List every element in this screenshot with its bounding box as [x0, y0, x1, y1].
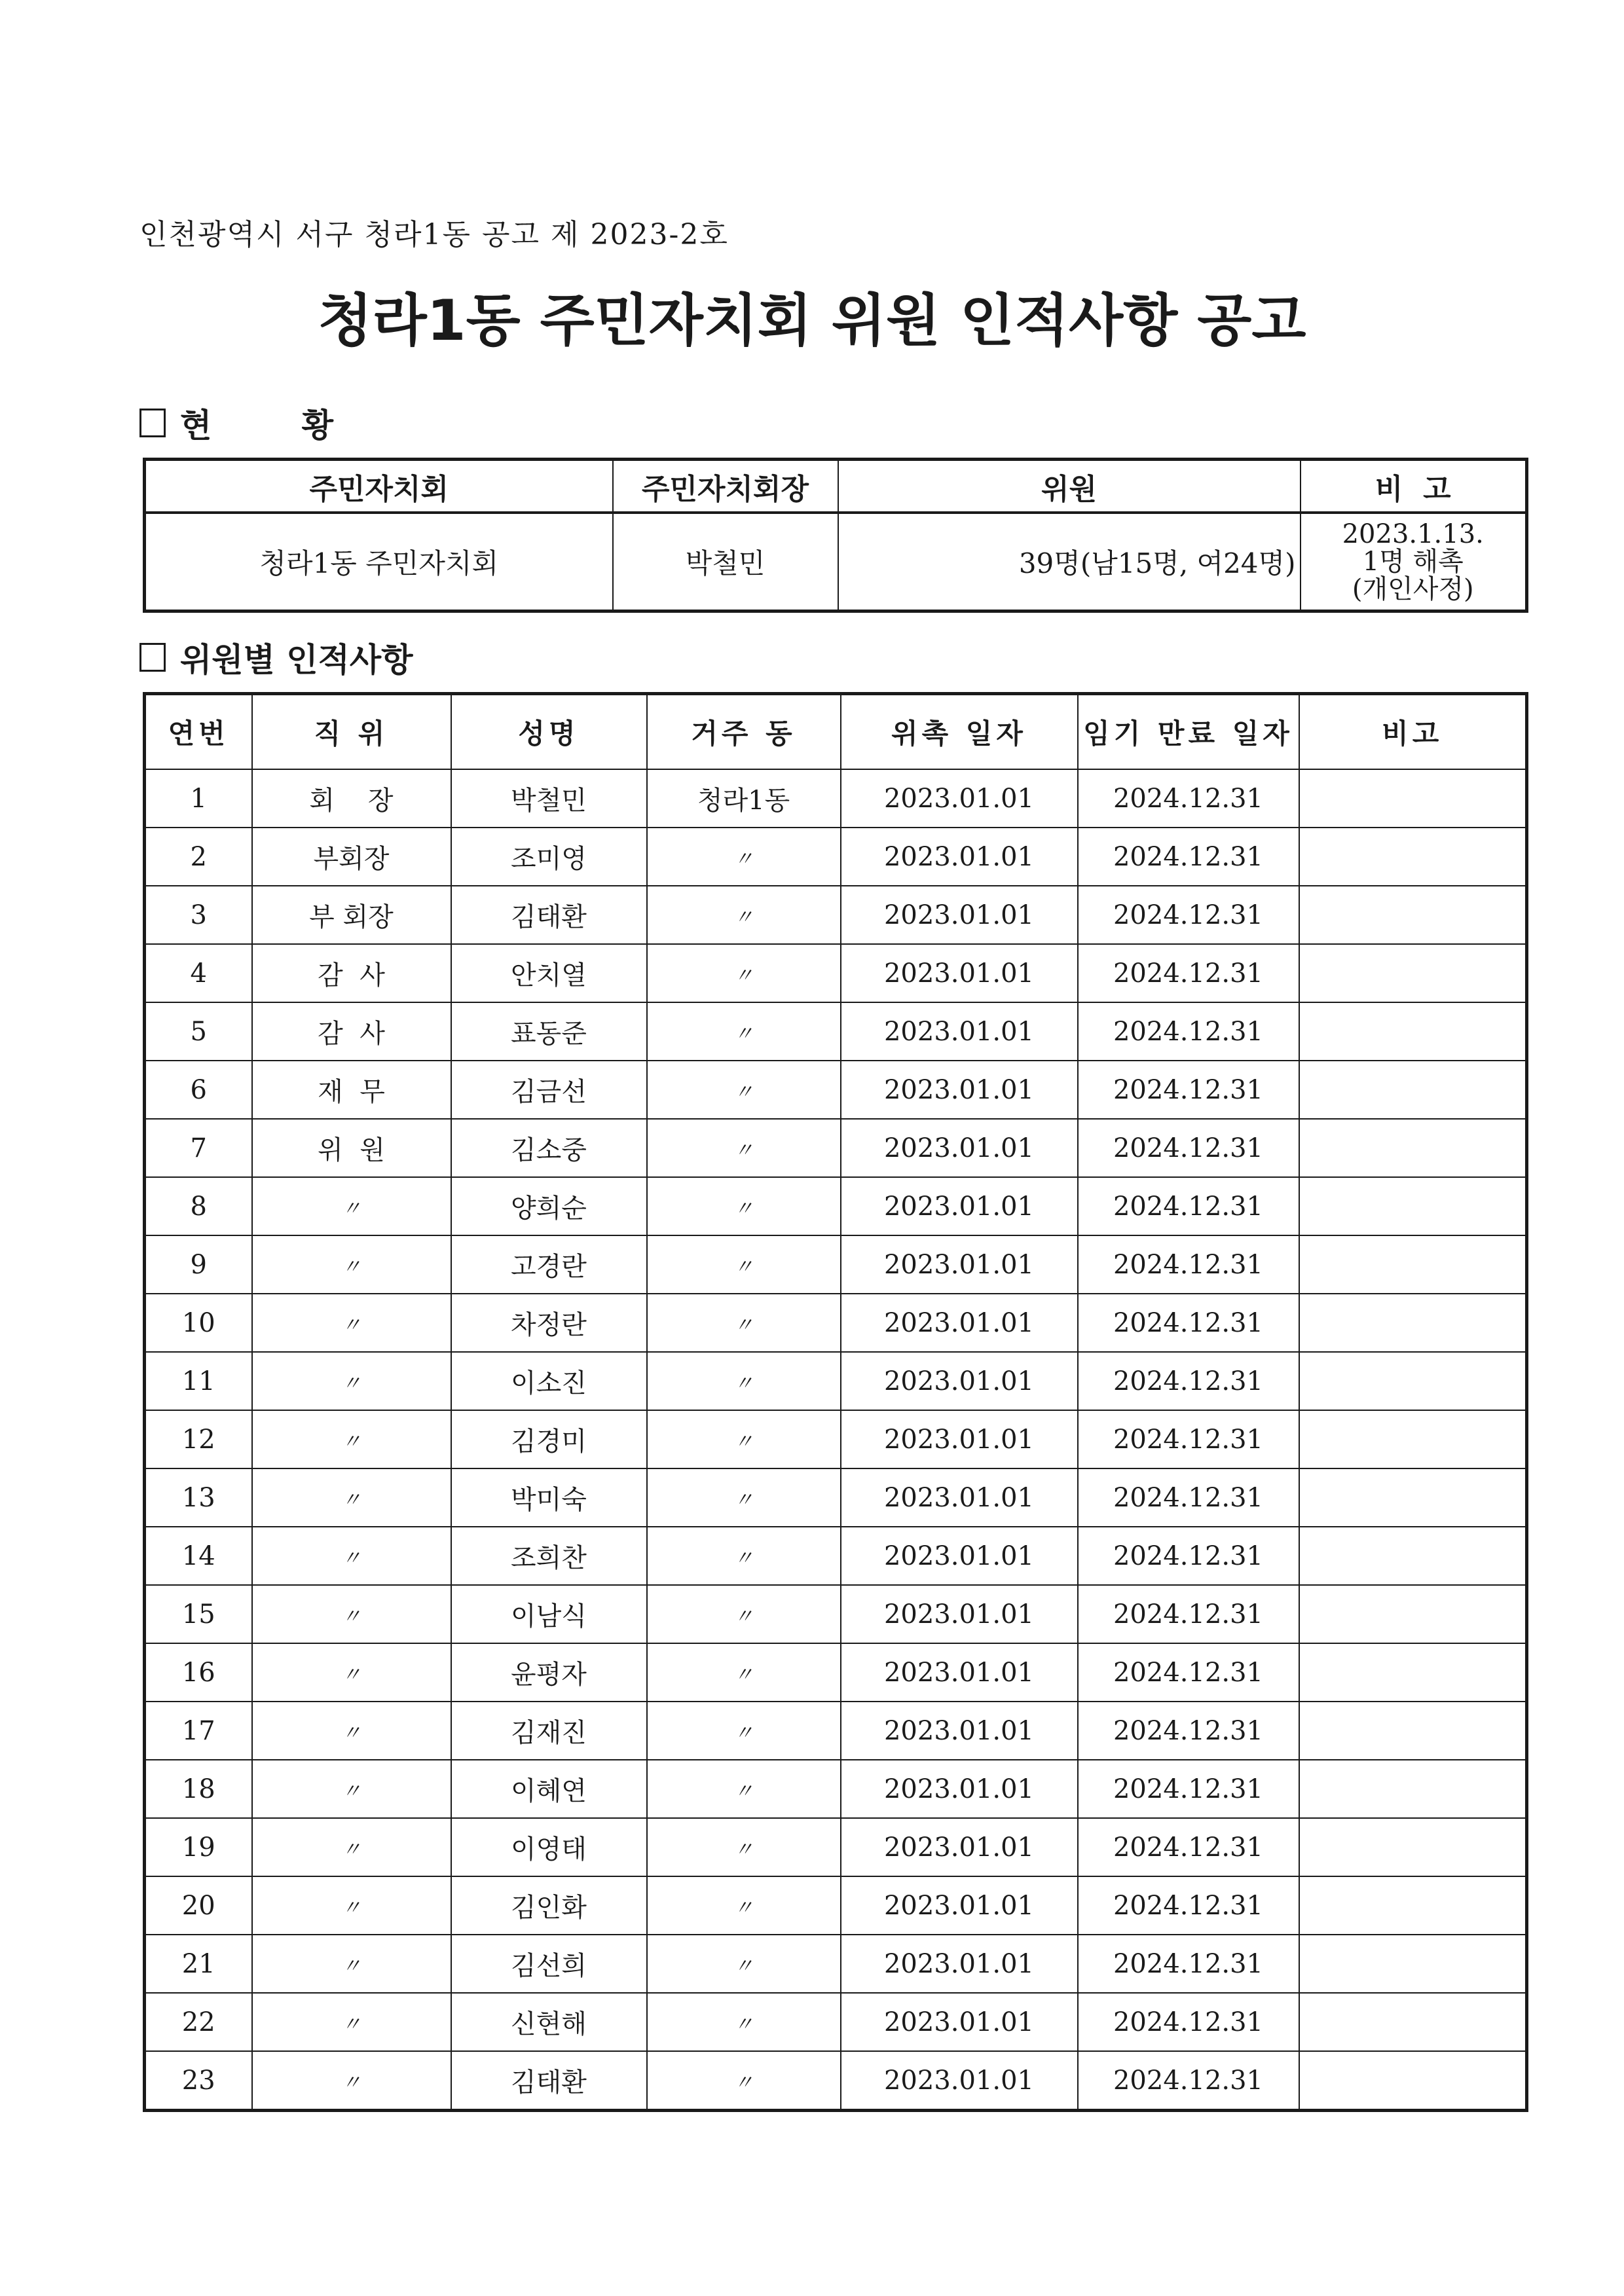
- cell-remarks: [1299, 1294, 1527, 1352]
- cell-remarks: [1299, 1702, 1527, 1760]
- table-row: [145, 1002, 1527, 1061]
- cell-name: 김태환: [451, 2051, 647, 2111]
- table-row: [145, 886, 1527, 944]
- cell-name: 김재진: [451, 1702, 647, 1760]
- header-note: 비 고: [1301, 460, 1527, 513]
- cell-term-end-date: 2024.12.31: [1078, 1468, 1299, 1527]
- members-table: [143, 692, 1528, 2112]
- cell-term-end-date: 2024.12.31: [1078, 1294, 1299, 1352]
- cell-district: 〃: [647, 1235, 841, 1294]
- cell-seq: 5: [145, 1002, 252, 1061]
- cell-seq: 15: [145, 1585, 252, 1643]
- cell-appointed-date: 2023.01.01: [841, 1119, 1078, 1177]
- section-status-heading: [139, 399, 373, 446]
- cell-appointed-date: 2023.01.01: [841, 1002, 1078, 1061]
- cell-term-end-date: 2024.12.31: [1078, 1061, 1299, 1119]
- cell-term-end-date: 2024.12.31: [1078, 1527, 1299, 1585]
- cell-name: 박철민: [451, 769, 647, 828]
- cell-seq: 21: [145, 1935, 252, 1993]
- cell-remarks: [1299, 944, 1527, 1002]
- cell-appointed-date: 2023.01.01: [841, 1468, 1078, 1527]
- cell-position: 〃: [252, 1818, 451, 1876]
- cell-name: 표동준: [451, 1002, 647, 1061]
- cell-name: 김태환: [451, 886, 647, 944]
- cell-term-end-date: 2024.12.31: [1078, 828, 1299, 886]
- cell-remarks: [1299, 1061, 1527, 1119]
- members-header-row: [145, 694, 1527, 770]
- cell-remarks: [1299, 1876, 1527, 1935]
- header-members: 위원: [838, 460, 1301, 513]
- council-name: 청라1동 주민자치회: [145, 513, 613, 611]
- cell-appointed-date: 2023.01.01: [841, 1352, 1078, 1410]
- cell-remarks: [1299, 769, 1527, 828]
- cell-appointed-date: 2023.01.01: [841, 1527, 1078, 1585]
- table-row: [145, 1876, 1527, 1935]
- cell-district: 〃: [647, 1002, 841, 1061]
- cell-remarks: [1299, 2051, 1527, 2111]
- cell-district: 〃: [647, 1352, 841, 1410]
- table-row: [145, 1935, 1527, 1993]
- cell-name: 김인화: [451, 1876, 647, 1935]
- cell-remarks: [1299, 1002, 1527, 1061]
- cell-district: 〃: [647, 1061, 841, 1119]
- cell-name: 이영태: [451, 1818, 647, 1876]
- table-row: [145, 1410, 1527, 1468]
- cell-term-end-date: 2024.12.31: [1078, 1760, 1299, 1818]
- cell-remarks: [1299, 1235, 1527, 1294]
- notice-number: 인천광역시 서구 청라1동 공고 제 2023-2호: [139, 218, 729, 251]
- table-row: [145, 1643, 1527, 1702]
- note-line: 2023.1.13.: [1342, 519, 1484, 549]
- table-row: [145, 1468, 1527, 1527]
- table-row: [145, 1294, 1527, 1352]
- cell-seq: 4: [145, 944, 252, 1002]
- cell-name: 신현해: [451, 1993, 647, 2051]
- cell-seq: 16: [145, 1643, 252, 1702]
- cell-district: 〃: [647, 1818, 841, 1876]
- cell-seq: 23: [145, 2051, 252, 2111]
- cell-term-end-date: 2024.12.31: [1078, 1235, 1299, 1294]
- cell-district: 〃: [647, 1585, 841, 1643]
- cell-name: 박미숙: [451, 1468, 647, 1527]
- cell-district: 〃: [647, 828, 841, 886]
- cell-term-end-date: 2024.12.31: [1078, 1177, 1299, 1235]
- cell-position: 감 사: [252, 1002, 451, 1061]
- header-term-end-date: 임기 만료 일자: [1078, 694, 1299, 770]
- cell-seq: 14: [145, 1527, 252, 1585]
- cell-position: 〃: [252, 1294, 451, 1352]
- cell-position: 위 원: [252, 1119, 451, 1177]
- cell-district: 〃: [647, 1993, 841, 2051]
- cell-name: 김금선: [451, 1061, 647, 1119]
- summary-row: [145, 513, 1527, 611]
- header-remarks: 비고: [1299, 694, 1527, 770]
- cell-position: 〃: [252, 1993, 451, 2051]
- cell-position: 〃: [252, 1876, 451, 1935]
- cell-name: 안치열: [451, 944, 647, 1002]
- cell-appointed-date: 2023.01.01: [841, 1643, 1078, 1702]
- cell-seq: 7: [145, 1119, 252, 1177]
- table-row: [145, 828, 1527, 886]
- cell-seq: 8: [145, 1177, 252, 1235]
- cell-remarks: [1299, 1177, 1527, 1235]
- cell-term-end-date: 2024.12.31: [1078, 769, 1299, 828]
- cell-district: 〃: [647, 2051, 841, 2111]
- cell-term-end-date: 2024.12.31: [1078, 1410, 1299, 1468]
- cell-remarks: [1299, 1993, 1527, 2051]
- table-row: [145, 2051, 1527, 2111]
- cell-district: 〃: [647, 1468, 841, 1527]
- cell-appointed-date: 2023.01.01: [841, 1410, 1078, 1468]
- chair-name: 박철민: [613, 513, 838, 611]
- cell-appointed-date: 2023.01.01: [841, 1177, 1078, 1235]
- cell-district: 〃: [647, 1177, 841, 1235]
- cell-position: 〃: [252, 1585, 451, 1643]
- cell-appointed-date: 2023.01.01: [841, 886, 1078, 944]
- cell-seq: 12: [145, 1410, 252, 1468]
- summary-note: [1301, 513, 1527, 611]
- cell-appointed-date: 2023.01.01: [841, 1235, 1078, 1294]
- header-appointed-date: 위촉 일자: [841, 694, 1078, 770]
- cell-appointed-date: 2023.01.01: [841, 1876, 1078, 1935]
- cell-position: 〃: [252, 1643, 451, 1702]
- cell-district: 〃: [647, 944, 841, 1002]
- cell-name: 차정란: [451, 1294, 647, 1352]
- cell-term-end-date: 2024.12.31: [1078, 1876, 1299, 1935]
- cell-position: 〃: [252, 1177, 451, 1235]
- header-name: 성명: [451, 694, 647, 770]
- cell-district: 〃: [647, 1643, 841, 1702]
- cell-remarks: [1299, 1760, 1527, 1818]
- cell-name: 윤평자: [451, 1643, 647, 1702]
- cell-district: 〃: [647, 1527, 841, 1585]
- cell-name: 이혜연: [451, 1760, 647, 1818]
- note-line: (개인사정): [1352, 574, 1474, 604]
- cell-term-end-date: 2024.12.31: [1078, 1818, 1299, 1876]
- cell-appointed-date: 2023.01.01: [841, 2051, 1078, 2111]
- table-row: [145, 769, 1527, 828]
- checkbox-square-icon: [139, 409, 166, 437]
- cell-district: 〃: [647, 1935, 841, 1993]
- cell-remarks: [1299, 1585, 1527, 1643]
- table-row: [145, 1352, 1527, 1410]
- cell-term-end-date: 2024.12.31: [1078, 1002, 1299, 1061]
- cell-district: 〃: [647, 1702, 841, 1760]
- cell-appointed-date: 2023.01.01: [841, 1061, 1078, 1119]
- header-position: 직 위: [252, 694, 451, 770]
- cell-district: 〃: [647, 1876, 841, 1935]
- cell-appointed-date: 2023.01.01: [841, 769, 1078, 828]
- cell-term-end-date: 2024.12.31: [1078, 944, 1299, 1002]
- table-row: [145, 1119, 1527, 1177]
- cell-term-end-date: 2024.12.31: [1078, 1993, 1299, 2051]
- cell-term-end-date: 2024.12.31: [1078, 1585, 1299, 1643]
- cell-district: 〃: [647, 1760, 841, 1818]
- table-row: [145, 1702, 1527, 1760]
- cell-appointed-date: 2023.01.01: [841, 1818, 1078, 1876]
- cell-name: 이남식: [451, 1585, 647, 1643]
- cell-seq: 1: [145, 769, 252, 828]
- header-council: 주민자치회: [145, 460, 613, 513]
- cell-seq: 10: [145, 1294, 252, 1352]
- cell-appointed-date: 2023.01.01: [841, 1993, 1078, 2051]
- header-district: 거주 동: [647, 694, 841, 770]
- cell-seq: 20: [145, 1876, 252, 1935]
- cell-name: 김선희: [451, 1935, 647, 1993]
- cell-remarks: [1299, 1119, 1527, 1177]
- table-row: [145, 944, 1527, 1002]
- cell-remarks: [1299, 1527, 1527, 1585]
- cell-remarks: [1299, 828, 1527, 886]
- cell-position: 부 회장: [252, 886, 451, 944]
- summary-table: [143, 458, 1528, 613]
- cell-district: 〃: [647, 1119, 841, 1177]
- cell-district: 청라1동: [647, 769, 841, 828]
- header-chair: 주민자치회장: [613, 460, 838, 513]
- cell-seq: 6: [145, 1061, 252, 1119]
- cell-appointed-date: 2023.01.01: [841, 1760, 1078, 1818]
- cell-name: 고경란: [451, 1235, 647, 1294]
- cell-remarks: [1299, 886, 1527, 944]
- cell-seq: 13: [145, 1468, 252, 1527]
- cell-seq: 2: [145, 828, 252, 886]
- cell-name: 조희찬: [451, 1527, 647, 1585]
- cell-term-end-date: 2024.12.31: [1078, 1119, 1299, 1177]
- table-row: [145, 1818, 1527, 1876]
- section-label: 현 황: [180, 406, 373, 445]
- cell-district: 〃: [647, 1410, 841, 1468]
- cell-seq: 17: [145, 1702, 252, 1760]
- cell-appointed-date: 2023.01.01: [841, 1294, 1078, 1352]
- table-row: [145, 1527, 1527, 1585]
- cell-remarks: [1299, 1643, 1527, 1702]
- cell-appointed-date: 2023.01.01: [841, 1935, 1078, 1993]
- cell-appointed-date: 2023.01.01: [841, 828, 1078, 886]
- cell-position: 〃: [252, 2051, 451, 2111]
- note-line: 1명 해촉: [1362, 547, 1464, 577]
- cell-position: 〃: [252, 1702, 451, 1760]
- table-row: [145, 1061, 1527, 1119]
- member-count: 39명(남15명, 여24명): [838, 513, 1301, 611]
- cell-remarks: [1299, 1410, 1527, 1468]
- cell-seq: 18: [145, 1760, 252, 1818]
- cell-position: 〃: [252, 1468, 451, 1527]
- cell-seq: 9: [145, 1235, 252, 1294]
- cell-appointed-date: 2023.01.01: [841, 1702, 1078, 1760]
- table-row: [145, 1760, 1527, 1818]
- cell-name: 이소진: [451, 1352, 647, 1410]
- cell-position: 부회장: [252, 828, 451, 886]
- cell-seq: 3: [145, 886, 252, 944]
- cell-name: 김경미: [451, 1410, 647, 1468]
- cell-term-end-date: 2024.12.31: [1078, 2051, 1299, 2111]
- cell-position: 재 무: [252, 1061, 451, 1119]
- section-members-heading: [139, 634, 413, 681]
- table-row: [145, 1585, 1527, 1643]
- cell-position: 〃: [252, 1352, 451, 1410]
- cell-position: 〃: [252, 1235, 451, 1294]
- cell-position: 〃: [252, 1410, 451, 1468]
- cell-position: 〃: [252, 1935, 451, 1993]
- summary-header-row: [145, 460, 1527, 513]
- cell-position: 〃: [252, 1527, 451, 1585]
- table-row: [145, 1993, 1527, 2051]
- checkbox-square-icon: [139, 643, 166, 672]
- cell-name: 조미영: [451, 828, 647, 886]
- cell-district: 〃: [647, 886, 841, 944]
- cell-position: 회 장: [252, 769, 451, 828]
- cell-position: 감 사: [252, 944, 451, 1002]
- cell-term-end-date: 2024.12.31: [1078, 1643, 1299, 1702]
- cell-seq: 11: [145, 1352, 252, 1410]
- cell-remarks: [1299, 1818, 1527, 1876]
- cell-appointed-date: 2023.01.01: [841, 1585, 1078, 1643]
- cell-district: 〃: [647, 1294, 841, 1352]
- cell-appointed-date: 2023.01.01: [841, 944, 1078, 1002]
- cell-position: 〃: [252, 1760, 451, 1818]
- cell-remarks: [1299, 1352, 1527, 1410]
- cell-name: 김소중: [451, 1119, 647, 1177]
- cell-remarks: [1299, 1935, 1527, 1993]
- cell-seq: 19: [145, 1818, 252, 1876]
- cell-remarks: [1299, 1468, 1527, 1527]
- cell-seq: 22: [145, 1993, 252, 2051]
- page-title: 청라1동 주민자치회 위원 인적사항 공고: [318, 288, 1306, 354]
- cell-term-end-date: 2024.12.31: [1078, 886, 1299, 944]
- table-row: [145, 1177, 1527, 1235]
- cell-term-end-date: 2024.12.31: [1078, 1352, 1299, 1410]
- cell-term-end-date: 2024.12.31: [1078, 1935, 1299, 1993]
- cell-term-end-date: 2024.12.31: [1078, 1702, 1299, 1760]
- section-label: 위원별 인적사항: [180, 640, 413, 679]
- table-row: [145, 1235, 1527, 1294]
- header-seq: 연번: [145, 694, 252, 770]
- cell-name: 양희순: [451, 1177, 647, 1235]
